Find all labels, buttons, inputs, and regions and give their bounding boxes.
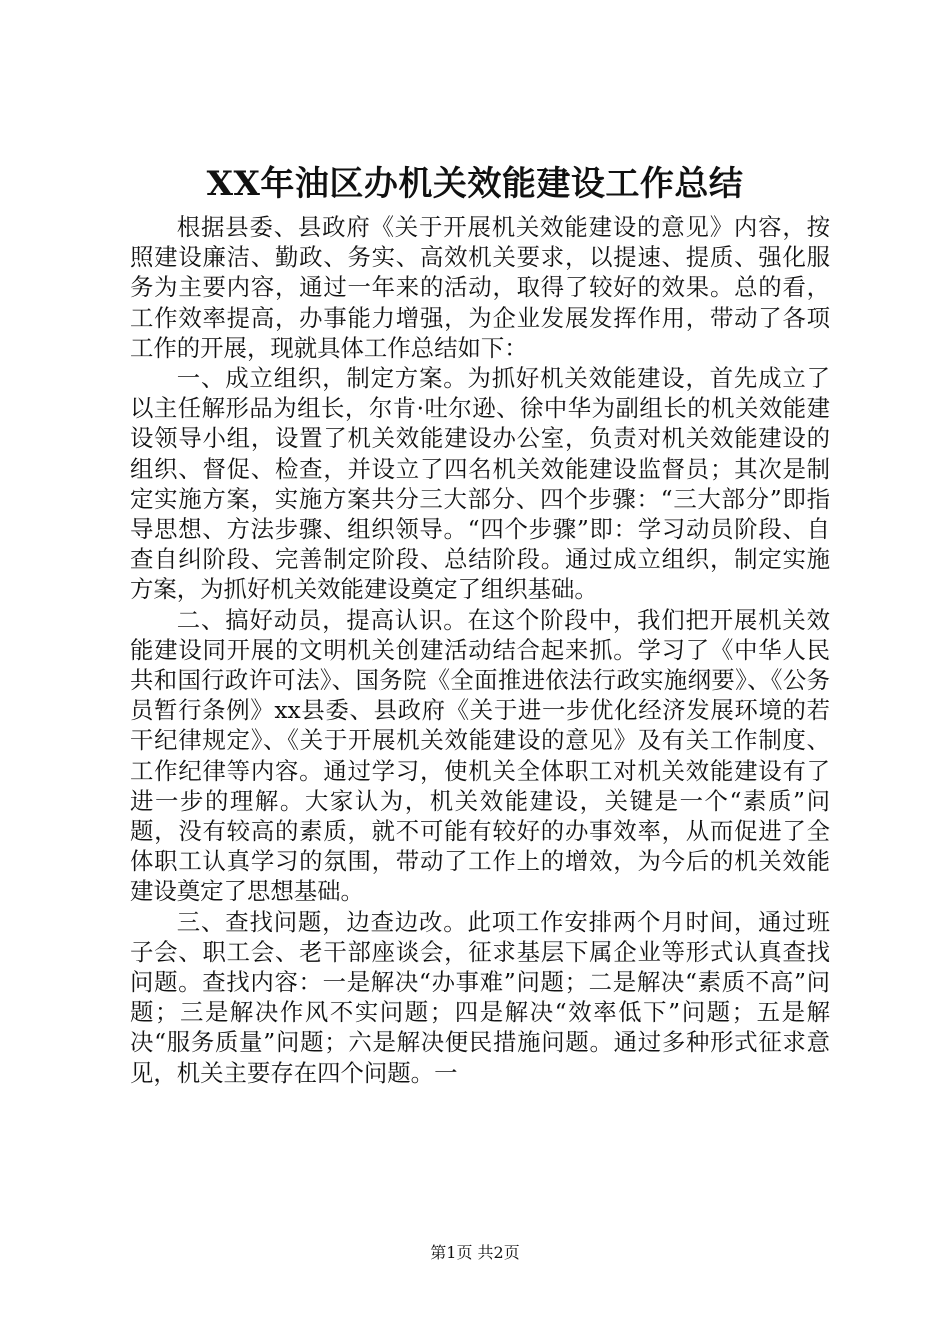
paragraph-section-2: 二、搞好动员，提高认识。在这个阶段中，我们把开展机关效能建设同开展的文明机关创建活动结合起来抓。学习了《中华人民共和国行政许可法》、国务院《全面推进依法行政实施纲要》、《公务员暂行条例》xx县委、县政府《关于进一步优化经济发展环境的若干纪律规定》、《关于开展机关效能建设的意见》及有关工作制度、工作纪律等内容。通过学习，使机关全体职工对机关效能建设有了进一步的理解。大家认为，机关效能建设，关键是一个“素质”问题，没有较高的素质，就不可能有较好的办事效率，从而促进了全体职工认真学习的氛围，带动了工作上的增效，为今后的机关效能建设奠定了思想基础。 bbox=[130, 605, 830, 906]
paragraph-section-1: 一、成立组织，制定方案。为抓好机关效能建设，首先成立了以主任解形品为组长，尔肯·吐尔逊、徐中华为副组长的机关效能建设领导小组，设置了机关效能建设办公室，负责对机关效能建设的组织、督促、检查，并设立了四名机关效能建设监督员；其次是制定实施方案，实施方案共分三大部分、四个步骤：“三大部分”即指导思想、方法步骤、组织领导。“四个步骤”即：学习动员阶段、自查自纠阶段、完善制定阶段、总结阶段。通过成立组织，制定实施方案，为抓好机关效能建设奠定了组织基础。 bbox=[130, 364, 830, 604]
paragraph-section-3: 三、查找问题，边查边改。此项工作安排两个月时间，通过班子会、职工会、老干部座谈会，征求基层下属企业等形式认真查找问题。查找内容：一是解决“办事难”问题；二是解决“素质不高”问题；三是解决作风不实问题；四是解决“效率低下”问题；五是解决“服务质量”问题；六是解决便民措施问题。通过多种形式征求意见，机关主要存在四个问题。一 bbox=[130, 907, 830, 1087]
paragraph-intro: 根据县委、县政府《关于开展机关效能建设的意见》内容，按照建设廉洁、勤政、务实、高效机关要求，以提速、提质、强化服务为主要内容，通过一年来的活动，取得了较好的效果。总的看，工作效率提高，办事能力增强，为企业发展发挥作用，带动了各项工作的开展，现就具体工作总结如下： bbox=[130, 213, 830, 362]
page-number: 第1页 共2页 bbox=[430, 1243, 520, 1262]
document-body bbox=[130, 212, 830, 1088]
document-title: XX年油区办机关效能建设工作总结 bbox=[206, 164, 744, 204]
